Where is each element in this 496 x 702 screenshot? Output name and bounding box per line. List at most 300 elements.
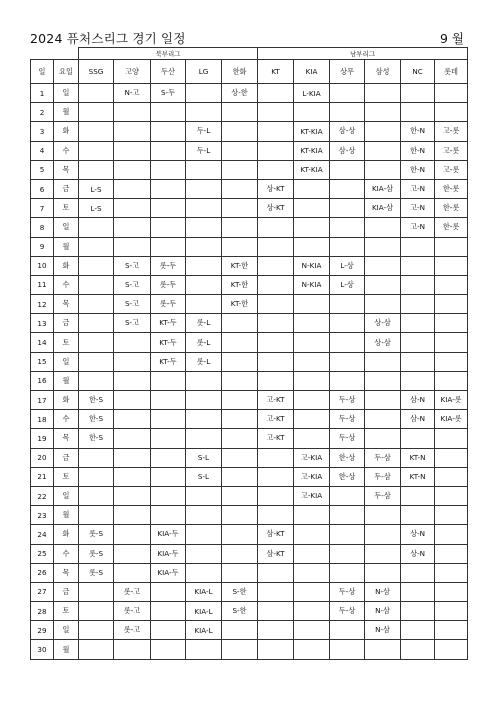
game-cell (79, 333, 114, 352)
page-title: 2024 퓨처스리그 경기 일정 (30, 31, 186, 46)
weekday-cell: 화 (54, 122, 79, 141)
game-cell: KIA-롯 (435, 391, 468, 410)
game-cell (258, 218, 294, 237)
col-header-lg: LG (186, 60, 222, 84)
game-cell: 두-상 (330, 429, 365, 448)
weekday-cell: 일 (54, 621, 79, 640)
game-cell: S-고 (114, 256, 151, 275)
game-cell (114, 179, 151, 198)
game-cell: 삼-KT (258, 544, 294, 563)
game-cell (330, 621, 365, 640)
weekday-cell: 토 (54, 602, 79, 621)
game-cell: 고-롯 (435, 141, 468, 160)
game-cell (186, 218, 222, 237)
game-cell (365, 122, 401, 141)
game-cell (151, 506, 186, 525)
game-cell (222, 486, 258, 505)
game-cell: 고-N (401, 199, 435, 218)
game-cell (222, 467, 258, 486)
table-row (31, 582, 468, 601)
game-cell: KT-두 (151, 314, 186, 333)
game-cell (186, 506, 222, 525)
game-cell (258, 295, 294, 314)
weekday-cell: 금 (54, 448, 79, 467)
col-header-weekday: 요일 (54, 60, 79, 84)
game-cell (222, 525, 258, 544)
game-cell: 롯-두 (151, 275, 186, 294)
game-cell (186, 295, 222, 314)
game-cell (401, 486, 435, 505)
game-cell: 고-KIA (294, 486, 330, 505)
game-cell (222, 218, 258, 237)
game-cell (401, 237, 435, 256)
game-cell (435, 525, 468, 544)
game-cell (401, 256, 435, 275)
game-cell: 한-S (79, 429, 114, 448)
game-cell: 롯-두 (151, 256, 186, 275)
day-cell: 27 (31, 582, 54, 601)
game-cell: 상-N (401, 525, 435, 544)
game-cell: KIA-두 (151, 525, 186, 544)
col-header-nc: NC (401, 60, 435, 84)
game-cell (435, 275, 468, 294)
game-cell: 롯-두 (151, 295, 186, 314)
game-cell (186, 179, 222, 198)
table-row (31, 179, 468, 198)
game-cell (79, 275, 114, 294)
game-cell (401, 295, 435, 314)
game-cell (222, 391, 258, 410)
game-cell (435, 602, 468, 621)
col-header-day: 일 (31, 60, 54, 84)
day-cell: 20 (31, 448, 54, 467)
game-cell: S-L (186, 448, 222, 467)
game-cell: 고-N (401, 218, 435, 237)
game-cell: 한-S (79, 410, 114, 429)
col-header-kt: KT (258, 60, 294, 84)
game-cell (401, 429, 435, 448)
table-row (31, 295, 468, 314)
game-cell: L-S (79, 199, 114, 218)
game-cell: 한-롯 (435, 179, 468, 198)
col-header-hanwha: 한화 (222, 60, 258, 84)
game-cell: 두-삼 (365, 448, 401, 467)
game-cell (435, 371, 468, 390)
game-cell (435, 448, 468, 467)
game-cell (330, 218, 365, 237)
game-cell (294, 563, 330, 582)
game-cell (222, 333, 258, 352)
game-cell (222, 179, 258, 198)
day-cell: 4 (31, 141, 54, 160)
game-cell (435, 582, 468, 601)
day-cell: 21 (31, 467, 54, 486)
game-cell (258, 275, 294, 294)
weekday-cell: 금 (54, 179, 79, 198)
game-cell (435, 333, 468, 352)
day-cell: 3 (31, 122, 54, 141)
game-cell (401, 275, 435, 294)
game-cell (222, 141, 258, 160)
game-cell (186, 410, 222, 429)
table-row (31, 640, 468, 659)
game-cell (114, 410, 151, 429)
day-cell: 18 (31, 410, 54, 429)
game-cell: 두-상 (330, 582, 365, 601)
game-cell (114, 160, 151, 179)
game-cell: L-상 (330, 256, 365, 275)
game-cell (79, 84, 114, 103)
table-row (31, 544, 468, 563)
game-cell (401, 602, 435, 621)
game-cell: S-고 (114, 275, 151, 294)
game-cell (258, 640, 294, 659)
table-row (31, 141, 468, 160)
game-cell (435, 84, 468, 103)
weekday-cell: 일 (54, 218, 79, 237)
day-cell: 5 (31, 160, 54, 179)
game-cell: 고-KIA (294, 448, 330, 467)
game-cell: 한-롯 (435, 199, 468, 218)
weekday-cell: 토 (54, 199, 79, 218)
game-cell: L-상 (330, 275, 365, 294)
game-cell (114, 352, 151, 371)
game-cell (186, 563, 222, 582)
day-cell: 15 (31, 352, 54, 371)
game-cell (401, 314, 435, 333)
game-cell (114, 218, 151, 237)
game-cell (401, 563, 435, 582)
game-cell (330, 333, 365, 352)
game-cell (186, 275, 222, 294)
game-cell (186, 429, 222, 448)
game-cell (151, 486, 186, 505)
game-cell (114, 544, 151, 563)
game-cell (151, 602, 186, 621)
game-cell (330, 314, 365, 333)
table-row (31, 391, 468, 410)
game-cell (151, 141, 186, 160)
table-row (31, 256, 468, 275)
game-cell (151, 582, 186, 601)
game-cell: 고-롯 (435, 122, 468, 141)
game-cell (258, 448, 294, 467)
col-header-ssg: SSG (79, 60, 114, 84)
game-cell: N-삼 (365, 602, 401, 621)
game-cell (365, 525, 401, 544)
weekday-cell: 월 (54, 640, 79, 659)
game-cell (79, 640, 114, 659)
game-cell: KT-두 (151, 352, 186, 371)
game-cell (151, 179, 186, 198)
game-cell (365, 640, 401, 659)
weekday-cell: 목 (54, 295, 79, 314)
game-cell (186, 256, 222, 275)
game-cell (294, 103, 330, 122)
game-cell: 상-한 (222, 84, 258, 103)
game-cell (435, 486, 468, 505)
weekday-cell: 일 (54, 486, 79, 505)
game-cell (330, 103, 365, 122)
game-cell (330, 525, 365, 544)
game-cell: N-고 (114, 84, 151, 103)
game-cell (365, 410, 401, 429)
weekday-cell: 월 (54, 103, 79, 122)
table-row (31, 160, 468, 179)
game-cell (401, 352, 435, 371)
table-row (31, 525, 468, 544)
game-cell: 삼-상 (330, 122, 365, 141)
day-cell: 22 (31, 486, 54, 505)
game-cell (186, 544, 222, 563)
day-cell: 23 (31, 506, 54, 525)
game-cell: 롯-S (79, 544, 114, 563)
game-cell (435, 256, 468, 275)
day-cell: 25 (31, 544, 54, 563)
game-cell: N-KIA (294, 256, 330, 275)
game-cell (151, 640, 186, 659)
game-cell (294, 333, 330, 352)
game-cell (151, 103, 186, 122)
table-row (31, 467, 468, 486)
game-cell: KT-KIA (294, 122, 330, 141)
weekday-cell: 토 (54, 333, 79, 352)
game-cell (258, 352, 294, 371)
game-cell: 두-L (186, 141, 222, 160)
game-cell (401, 371, 435, 390)
game-cell (435, 640, 468, 659)
game-cell (151, 218, 186, 237)
game-cell (365, 563, 401, 582)
game-cell (330, 84, 365, 103)
game-cell (79, 314, 114, 333)
game-cell (79, 506, 114, 525)
game-cell: 상-KT (258, 179, 294, 198)
table-row (31, 218, 468, 237)
game-cell (79, 602, 114, 621)
game-cell: KIA-롯 (435, 410, 468, 429)
game-cell (151, 621, 186, 640)
game-cell (222, 429, 258, 448)
game-cell (186, 103, 222, 122)
game-cell (435, 314, 468, 333)
game-cell (151, 467, 186, 486)
game-cell (114, 199, 151, 218)
game-cell (222, 544, 258, 563)
game-cell: 한-상 (330, 448, 365, 467)
day-cell: 19 (31, 429, 54, 448)
league-blank-cell (31, 48, 79, 60)
game-cell: L-S (79, 179, 114, 198)
game-cell (79, 448, 114, 467)
game-cell (114, 506, 151, 525)
game-cell: S-고 (114, 314, 151, 333)
game-cell (258, 122, 294, 141)
table-row (31, 84, 468, 103)
game-cell (435, 103, 468, 122)
game-cell (294, 391, 330, 410)
table-row (31, 122, 468, 141)
game-cell: 롯-S (79, 525, 114, 544)
game-cell (435, 352, 468, 371)
game-cell: KT-N (401, 467, 435, 486)
day-cell: 26 (31, 563, 54, 582)
game-cell: S-고 (114, 295, 151, 314)
game-cell (365, 275, 401, 294)
game-cell (435, 467, 468, 486)
game-cell (79, 371, 114, 390)
game-cell: KT-N (401, 448, 435, 467)
game-cell (365, 371, 401, 390)
col-header-goyang: 고양 (114, 60, 151, 84)
game-cell (294, 429, 330, 448)
game-cell (114, 103, 151, 122)
game-cell: 롯-L (186, 352, 222, 371)
game-cell (79, 122, 114, 141)
weekday-cell: 금 (54, 582, 79, 601)
table-row (31, 314, 468, 333)
game-cell: 한-롯 (435, 218, 468, 237)
day-cell: 9 (31, 237, 54, 256)
game-cell (186, 486, 222, 505)
game-cell (222, 563, 258, 582)
game-cell: 삼-KT (258, 525, 294, 544)
game-cell (222, 640, 258, 659)
game-cell (330, 352, 365, 371)
game-cell (294, 410, 330, 429)
game-cell: 삼-상 (330, 141, 365, 160)
game-cell: 상-N (401, 544, 435, 563)
game-cell (114, 563, 151, 582)
game-cell: KT-KIA (294, 141, 330, 160)
game-cell (294, 371, 330, 390)
weekday-cell: 수 (54, 544, 79, 563)
game-cell (258, 582, 294, 601)
game-cell (79, 218, 114, 237)
game-cell (294, 295, 330, 314)
game-cell (79, 582, 114, 601)
game-cell (330, 563, 365, 582)
game-cell: N-삼 (365, 621, 401, 640)
game-cell (330, 199, 365, 218)
table-row (31, 602, 468, 621)
game-cell: KT-두 (151, 333, 186, 352)
game-cell: S-두 (151, 84, 186, 103)
game-cell: 롯-L (186, 333, 222, 352)
game-cell (186, 84, 222, 103)
game-cell (401, 84, 435, 103)
day-cell: 11 (31, 275, 54, 294)
game-cell (365, 352, 401, 371)
weekday-cell: 화 (54, 525, 79, 544)
league-south: 남부리그 (258, 48, 468, 60)
game-cell: KIA-삼 (365, 179, 401, 198)
game-cell (330, 640, 365, 659)
day-cell: 16 (31, 371, 54, 390)
game-cell (294, 199, 330, 218)
table-row (31, 448, 468, 467)
day-cell: 12 (31, 295, 54, 314)
game-cell: S-한 (222, 602, 258, 621)
day-cell: 2 (31, 103, 54, 122)
game-cell (79, 160, 114, 179)
game-cell (294, 640, 330, 659)
game-cell (258, 256, 294, 275)
game-cell: KIA-두 (151, 563, 186, 582)
game-cell (114, 333, 151, 352)
game-cell (79, 486, 114, 505)
game-cell (258, 333, 294, 352)
weekday-cell: 화 (54, 391, 79, 410)
col-header-doosan: 두산 (151, 60, 186, 84)
day-cell: 28 (31, 602, 54, 621)
game-cell (222, 448, 258, 467)
game-cell (294, 179, 330, 198)
game-cell: 고-KT (258, 391, 294, 410)
game-cell (365, 391, 401, 410)
game-cell (435, 563, 468, 582)
game-cell (114, 640, 151, 659)
table-row (31, 410, 468, 429)
league-north: 북부리그 (79, 48, 258, 60)
game-cell (435, 295, 468, 314)
weekday-cell: 화 (54, 256, 79, 275)
game-cell (294, 237, 330, 256)
weekday-cell: 수 (54, 141, 79, 160)
game-cell (330, 237, 365, 256)
game-cell: KIA-두 (151, 544, 186, 563)
game-cell: 고-KT (258, 410, 294, 429)
day-cell: 14 (31, 333, 54, 352)
game-cell: 고-롯 (435, 160, 468, 179)
game-cell (114, 391, 151, 410)
game-cell (79, 621, 114, 640)
game-cell (114, 141, 151, 160)
game-cell: 고-KT (258, 429, 294, 448)
game-cell: S-한 (222, 582, 258, 601)
game-cell (294, 506, 330, 525)
table-row (31, 199, 468, 218)
day-cell: 17 (31, 391, 54, 410)
table-row (31, 333, 468, 352)
game-cell: 한-N (401, 141, 435, 160)
game-cell (330, 160, 365, 179)
game-cell (151, 391, 186, 410)
game-cell (294, 582, 330, 601)
game-cell (186, 391, 222, 410)
game-cell (222, 199, 258, 218)
table-row (31, 506, 468, 525)
game-cell (222, 160, 258, 179)
day-cell: 8 (31, 218, 54, 237)
game-cell (330, 506, 365, 525)
game-cell (365, 237, 401, 256)
game-cell: KT-한 (222, 275, 258, 294)
table-row (31, 275, 468, 294)
game-cell: 한-S (79, 391, 114, 410)
game-cell (365, 429, 401, 448)
game-cell (222, 410, 258, 429)
game-cell (365, 141, 401, 160)
weekday-cell: 목 (54, 160, 79, 179)
game-cell (258, 486, 294, 505)
game-cell: 두-상 (330, 602, 365, 621)
game-cell (114, 237, 151, 256)
game-cell (435, 237, 468, 256)
game-cell (222, 506, 258, 525)
table-row (31, 371, 468, 390)
weekday-cell: 금 (54, 314, 79, 333)
